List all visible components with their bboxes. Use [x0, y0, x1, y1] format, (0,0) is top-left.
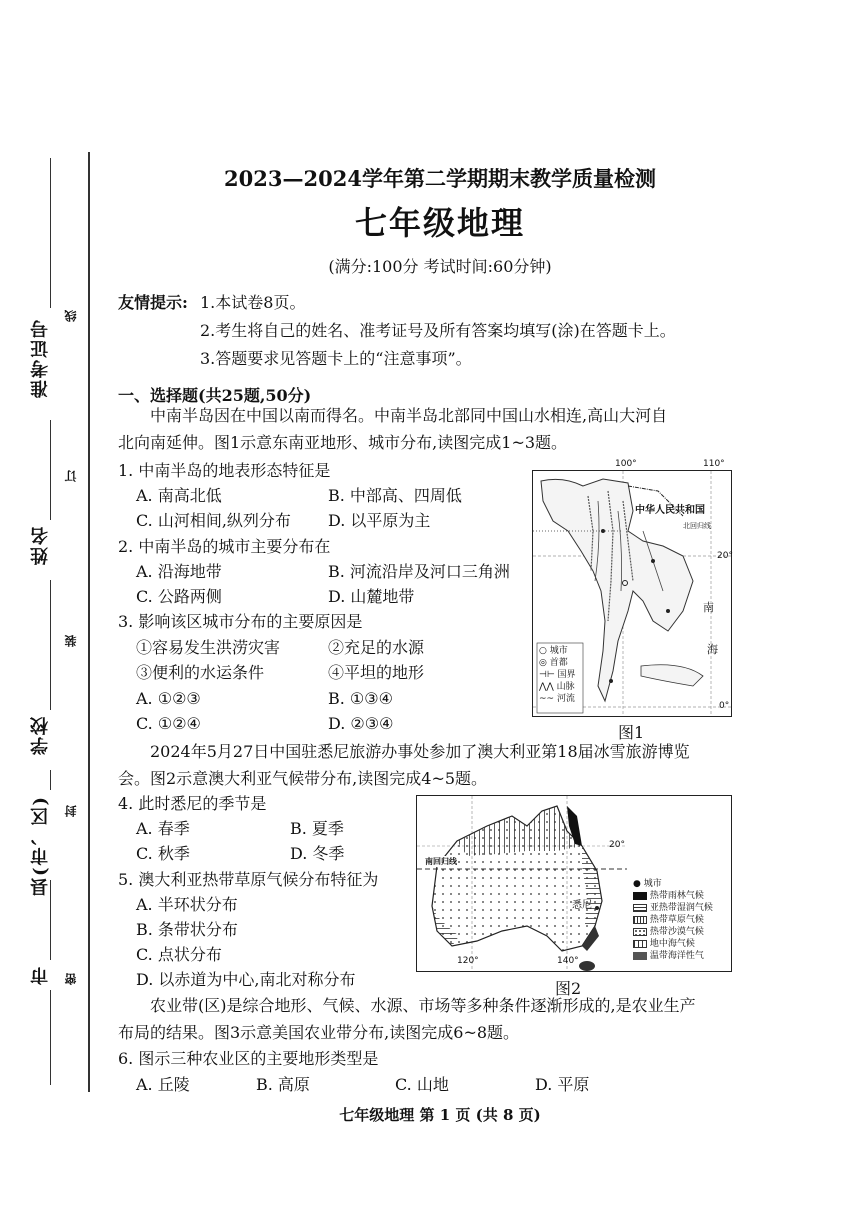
fig1-legend-mountain: ⋀⋀ 山脉	[539, 682, 575, 692]
fig2-lon-140: 140°	[557, 956, 579, 966]
savanna-swatch-icon	[633, 916, 647, 924]
fig2-legend-city: ● 城市	[633, 879, 662, 889]
q6-stem: 6. 图示三种农业区的主要地形类型是	[118, 1049, 379, 1068]
intro-3-line-1: 农业带(区)是综合地形、气候、水源、市场等多种条件逐渐形成的,是农业生产	[150, 996, 696, 1015]
q2-option-c: C. 公路两侧	[136, 587, 222, 606]
city-dot-icon: ●	[633, 879, 641, 889]
border-icon: ⊣⊢	[539, 670, 558, 680]
capital-icon: ◎	[539, 658, 550, 668]
intro-2-line-1: 2024年5月27日中国驻悉尼旅游办事处参加了澳大利亚第18届冰雪旅游博览	[150, 742, 690, 761]
fig1-country-label: 中华人民共和国	[635, 505, 705, 516]
q2-stem: 2. 中南半岛的城市主要分布在	[118, 537, 331, 556]
seal-mi: 密	[64, 973, 78, 985]
q3-statement-1: ①容易发生洪涝灾害	[136, 638, 281, 657]
fig1-sea-label: 海	[707, 643, 718, 656]
q6-option-a: A. 丘陵	[136, 1075, 190, 1094]
q1-stem: 1. 中南半岛的地表形态特征是	[118, 461, 331, 480]
q1-option-d: D. 以平原为主	[328, 511, 431, 530]
q3-statement-3: ③便利的水运条件	[136, 663, 265, 682]
q6-option-d: D. 平原	[535, 1075, 590, 1094]
fig2-legend-rainforest: 热带雨林气候	[633, 890, 713, 902]
fig1-legend	[539, 645, 576, 705]
intro-2-line-2: 会。图2示意澳大利亚气候带分布,读图完成4~5题。	[118, 769, 488, 788]
q4-stem: 4. 此时悉尼的季节是	[118, 794, 267, 813]
q6-option-c: C. 山地	[395, 1075, 449, 1094]
school-label: 学校	[30, 715, 51, 755]
fig1-lat-0: 0°	[719, 701, 730, 711]
fig2-lon-120: 120°	[457, 956, 479, 966]
fig1-south-label: 南	[703, 601, 714, 614]
fig2-legend-oceanic: 温带海洋性气	[633, 950, 713, 962]
fig2-legend-subtropical: 亚热带湿润气候	[633, 902, 713, 914]
subtropical-swatch-icon	[633, 904, 647, 912]
intro-1-line-1: 中南半岛因在中国以南而得名。中南半岛北部同中国山水相连,高山大河自	[150, 406, 668, 425]
q3-option-b: B. ①③④	[328, 689, 393, 708]
q1-option-b: B. 中部高、四周低	[328, 486, 462, 505]
binding-line-4	[50, 770, 51, 790]
binding-line-2	[50, 420, 51, 520]
seal-xian: 线	[64, 310, 78, 322]
fig1-lon-110: 110°	[703, 459, 725, 469]
fig2-tropic-label: 南回归线	[425, 857, 457, 866]
intro-1-line-2: 北向南延伸。图1示意东南亚地形、城市分布,读图完成1~3题。	[118, 433, 568, 452]
fig1-legend-border: ⊣⊢ 国界	[539, 670, 576, 680]
exam-number-label: 准考证号	[30, 318, 51, 398]
fig2-sydney-label: 悉尼	[572, 900, 592, 911]
figure-2-map	[416, 795, 732, 972]
page-footer: 七年级地理 第 1 页 (共 8 页)	[339, 1106, 541, 1124]
exam-info: (满分:100分 考试时间:60分钟)	[328, 257, 552, 276]
q3-option-d: D. ②③④	[328, 714, 394, 733]
q4-option-d: D. 冬季	[290, 844, 345, 863]
binding-line-5	[50, 880, 51, 960]
q5-option-d: D. 以赤道为中心,南北对称分布	[136, 970, 356, 989]
figure-2-caption: 图2	[555, 979, 582, 998]
q1-option-c: C. 山河相间,纵列分布	[136, 511, 291, 530]
fig1-tropic-label: 北回归线	[683, 522, 711, 530]
q3-option-a: A. ①②③	[136, 689, 201, 708]
q4-option-b: B. 夏季	[290, 819, 344, 838]
seal-zhuang: 装	[64, 635, 78, 647]
section-heading: 一、选择题(共25题,50分)	[118, 386, 312, 405]
q3-statement-2: ②充足的水源	[328, 638, 425, 657]
q2-option-a: A. 沿海地带	[136, 562, 222, 581]
fig1-lat-20: 20°	[717, 551, 733, 561]
intro-3-line-2: 布局的结果。图3示意美国农业带分布,读图完成6~8题。	[118, 1023, 520, 1042]
figure-1-caption: 图1	[618, 723, 645, 742]
river-icon: ~~	[539, 694, 557, 704]
desert-swatch-icon	[633, 928, 647, 936]
seal-feng: 封	[64, 805, 78, 817]
fig2-lat-20: 20°	[609, 840, 625, 850]
fig2-legend-mediterranean: 地中海气候	[633, 938, 713, 950]
fig1-lon-100: 100°	[615, 459, 637, 469]
fig2-legend	[633, 878, 713, 962]
binding-line-6	[50, 990, 51, 1085]
q2-option-b: B. 河流沿岸及河口三角洲	[328, 562, 510, 581]
mediterranean-swatch-icon	[633, 940, 647, 948]
tips-label: 友情提示:	[118, 293, 188, 312]
q1-option-a: A. 南高北低	[136, 486, 222, 505]
fig2-legend-savanna: 热带草原气候	[633, 914, 713, 926]
figure-1-map	[532, 459, 733, 717]
tip-2: 2.考生将自己的姓名、准考证号及所有答案均填写(涂)在答题卡上。	[200, 321, 676, 340]
binding-line-3	[50, 580, 51, 710]
tip-1: 1.本试卷8页。	[200, 293, 306, 312]
fig1-legend-capital: ◎ 首都	[539, 658, 568, 668]
rainforest-swatch-icon	[633, 892, 647, 900]
tip-3: 3.答题要求见答题卡上的“注意事项”。	[200, 349, 472, 368]
exam-title: 2023—2024学年第二学期期末教学质量检测	[224, 166, 656, 191]
q5-option-a: A. 半环状分布	[136, 895, 238, 914]
fig1-legend-city: ○ 城市	[539, 646, 568, 656]
q5-option-c: C. 点状分布	[136, 945, 222, 964]
q5-stem: 5. 澳大利亚热带草原气候分布特征为	[118, 870, 379, 889]
q3-statement-4: ④平坦的地形	[328, 663, 425, 682]
subject-title: 七年级地理	[354, 204, 525, 242]
city-dot-icon: ○	[539, 646, 550, 656]
q4-option-a: A. 春季	[136, 819, 190, 838]
q3-stem: 3. 影响该区城市分布的主要原因是	[118, 612, 363, 631]
q3-option-c: C. ①②④	[136, 714, 201, 733]
name-label: 姓名	[30, 525, 51, 565]
fig2-legend-desert: 热带沙漠气候	[633, 926, 713, 938]
fig1-legend-river: ~~ 河流	[539, 694, 575, 704]
oceanic-swatch-icon	[633, 952, 647, 960]
binding-dashed-line	[88, 152, 90, 1092]
mountain-icon: ⋀⋀	[539, 682, 557, 692]
city-label: 市	[30, 965, 51, 985]
seal-ding: 订	[64, 470, 78, 482]
county-label: 县(市、区)	[30, 795, 51, 897]
q6-option-b: B. 高原	[256, 1075, 310, 1094]
q4-option-c: C. 秋季	[136, 844, 190, 863]
q5-option-b: B. 条带状分布	[136, 920, 238, 939]
q2-option-d: D. 山麓地带	[328, 587, 415, 606]
